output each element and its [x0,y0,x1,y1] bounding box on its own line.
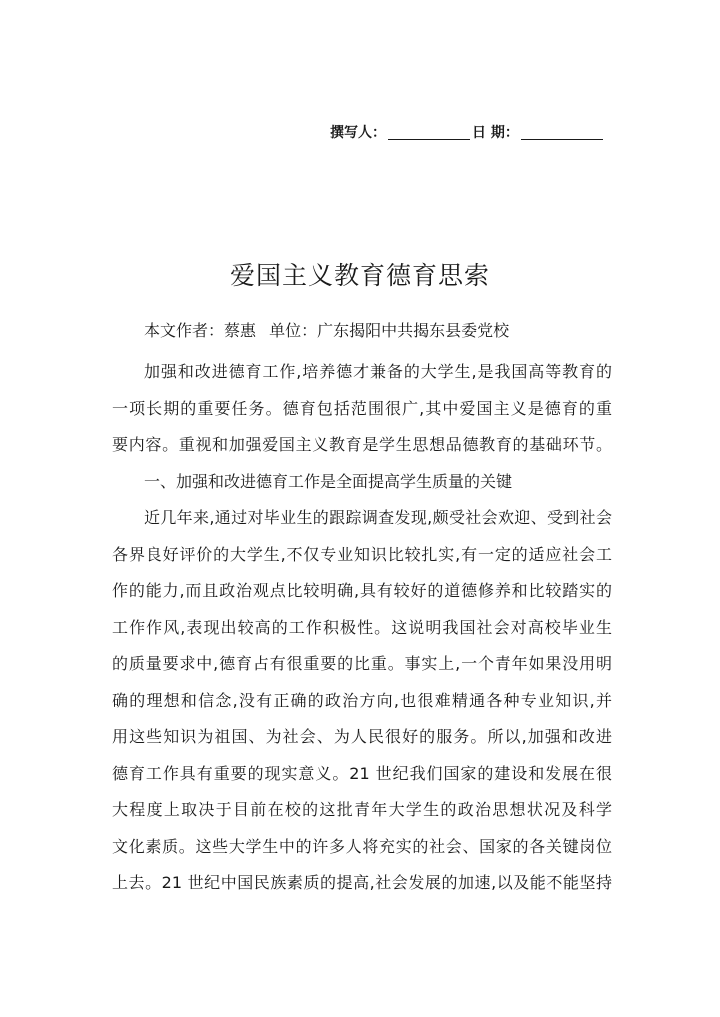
paragraph-2-line-10: 文化素质。这些大学生中的许多人将充实的社会、国家的各关键岗位 [112,836,612,856]
author-unit: 单位：广东揭阳中共揭东县委党校 [269,321,510,340]
section-heading-1: 一、加强和改进德育工作是全面提高学生质量的关键 [144,471,513,491]
writer-label: 撰写人： [330,125,386,141]
date-blank [521,123,603,140]
paragraph-2-line-6: 确的理想和信念,没有正确的政治方向,也很难精通各种专业知识,并 [112,690,612,710]
date-label: 日 期： [472,125,519,141]
body-text [112,354,612,902]
paragraph-2-line-2: 各界良好评价的大学生,不仅专业知识比较扎实,有一定的适应社会工 [112,544,612,564]
paragraph-2-line-8: 德育工作具有重要的现实意义。21 世纪我们国家的建设和发展在很 [112,763,612,783]
paragraph-2-line-7: 用这些知识为祖国、为社会、为人民很好的服务。所以,加强和改进 [112,727,612,746]
paragraph-2-line-1: 近几年来,通过对毕业生的跟踪调查发现,颇受社会欢迎、受到社会 [144,508,612,527]
paragraph-1-line-1: 加强和改进德育工作,培养德才兼备的大学生,是我国高等教育的 [144,362,612,381]
document-title: 爱国主义教育德育思索 [229,261,490,290]
author-line [144,318,509,341]
writer-date-line [330,122,620,142]
writer-blank [388,123,470,140]
paragraph-2-line-4: 工作作风,表现出较高的工作积极性。这说明我国社会对高校毕业生 [112,617,612,637]
paragraph-1-line-2: 一项长期的重要任务。德育包括范围很广,其中爱国主义是德育的重 [112,398,612,418]
paragraph-2-line-3: 作的能力,而且政治观点比较明确,具有较好的道德修养和比较踏实的 [112,581,612,600]
paragraph-2-line-9: 大程度上取决于目前在校的这批青年大学生的政治思想状况及科学 [112,800,612,819]
paragraph-1-line-3: 要内容。重视和加强爱国主义教育是学生思想品德教育的基础环节。 [112,435,612,454]
paragraph-2-line-11: 上去。21 世纪中国民族素质的提高,社会发展的加速,以及能不能坚持 [112,873,612,892]
paragraph-2-line-5: 的质量要求中,德育占有很重要的比重。事实上,一个青年如果没用明 [112,654,612,673]
author-name: 本文作者：蔡惠 [144,321,257,340]
